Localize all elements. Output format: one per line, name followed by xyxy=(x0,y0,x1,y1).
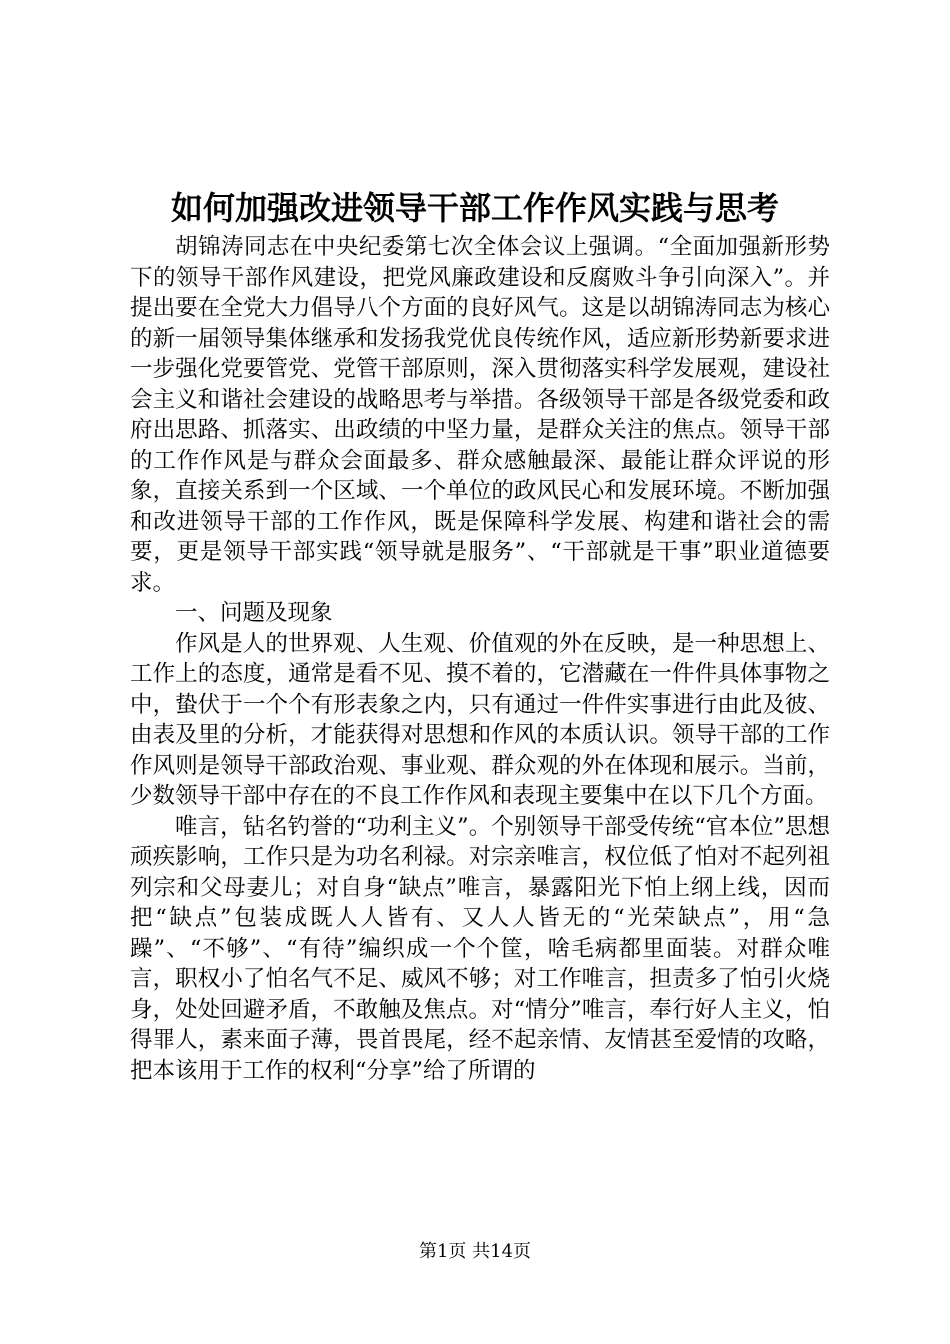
paragraph-point-one: 唯言，钻名钓誉的“功利主义”。个别领导干部受传统“官本位”思想顽疾影响，工作只是为功名利禄。对宗亲唯言，权位低了怕对不起列祖列宗和父母妻儿；对自身“缺点”唯言，暴露阳光下怕上纲上线，因而把“缺点”包装成既人人皆有、又人人皆无的“光荣缺点”，用“急躁”、“不够”、“有待”编织成一个个筐，啥毛病都里面装。对群众唯言，职权小了怕名气不足、威风不够；对工作唯言，担责多了怕引火烧身，处处回避矛盾，不敢触及焦点。对“情分”唯言，奉行好人主义，怕得罪人，素来面子薄，畏首畏尾，经不起亲情、友情甚至爱情的攻略，把本该用于工作的权利“分享”给了所谓的 xyxy=(130,813,830,1084)
section-heading: 一、问题及现象 xyxy=(175,600,333,626)
document-title: 如何加强改进领导干部工作作风实践与思考 xyxy=(170,189,779,227)
paragraph-definition: 作风是人的世界观、人生观、价值观的外在反映，是一种思想上、工作上的态度，通常是看不见、摸不着的，它潜藏在一件件具体事物之中，蛰伏于一个个有形表象之内，只有通过一件件实事进行由此及彼、由表及里的分析，才能获得对思想和作风的本质认识。领导干部的工作作风则是领导干部政治观、事业观、群众观的外在体现和展示。当前，少数领导干部中存在的不良工作作风和表现主要集中在以下几个方面。 xyxy=(130,630,830,809)
document-body xyxy=(130,232,830,1086)
paragraph-intro: 胡锦涛同志在中央纪委第七次全体会议上强调。“全面加强新形势下的领导干部作风建设，把党风廉政建设和反腐败斗争引向深入”。并提出要在全党大力倡导八个方面的良好风气。这是以胡锦涛同志为核心的新一届领导集体继承和发扬我党优良传统作风，适应新形势新要求进一步强化党要管党、党管干部原则，深入贯彻落实科学发展观，建设社会主义和谐社会建设的战略思考与举措。各级领导干部是各级党委和政府出思路、抓落实、出政绩的中坚力量，是群众关注的焦点。领导干部的工作作风是与群众会面最多、群众感触最深、最能让群众评说的形象，直接关系到一个区域、一个单位的政风民心和发展环境。不断加强和改进领导干部的工作作风，既是保障科学发展、构建和谐社会的需要，更是领导干部实践“领导就是服务”、“干部就是干事”职业道德要求。 xyxy=(130,234,830,596)
page-footer: 第1页 共14页 xyxy=(418,1241,532,1262)
